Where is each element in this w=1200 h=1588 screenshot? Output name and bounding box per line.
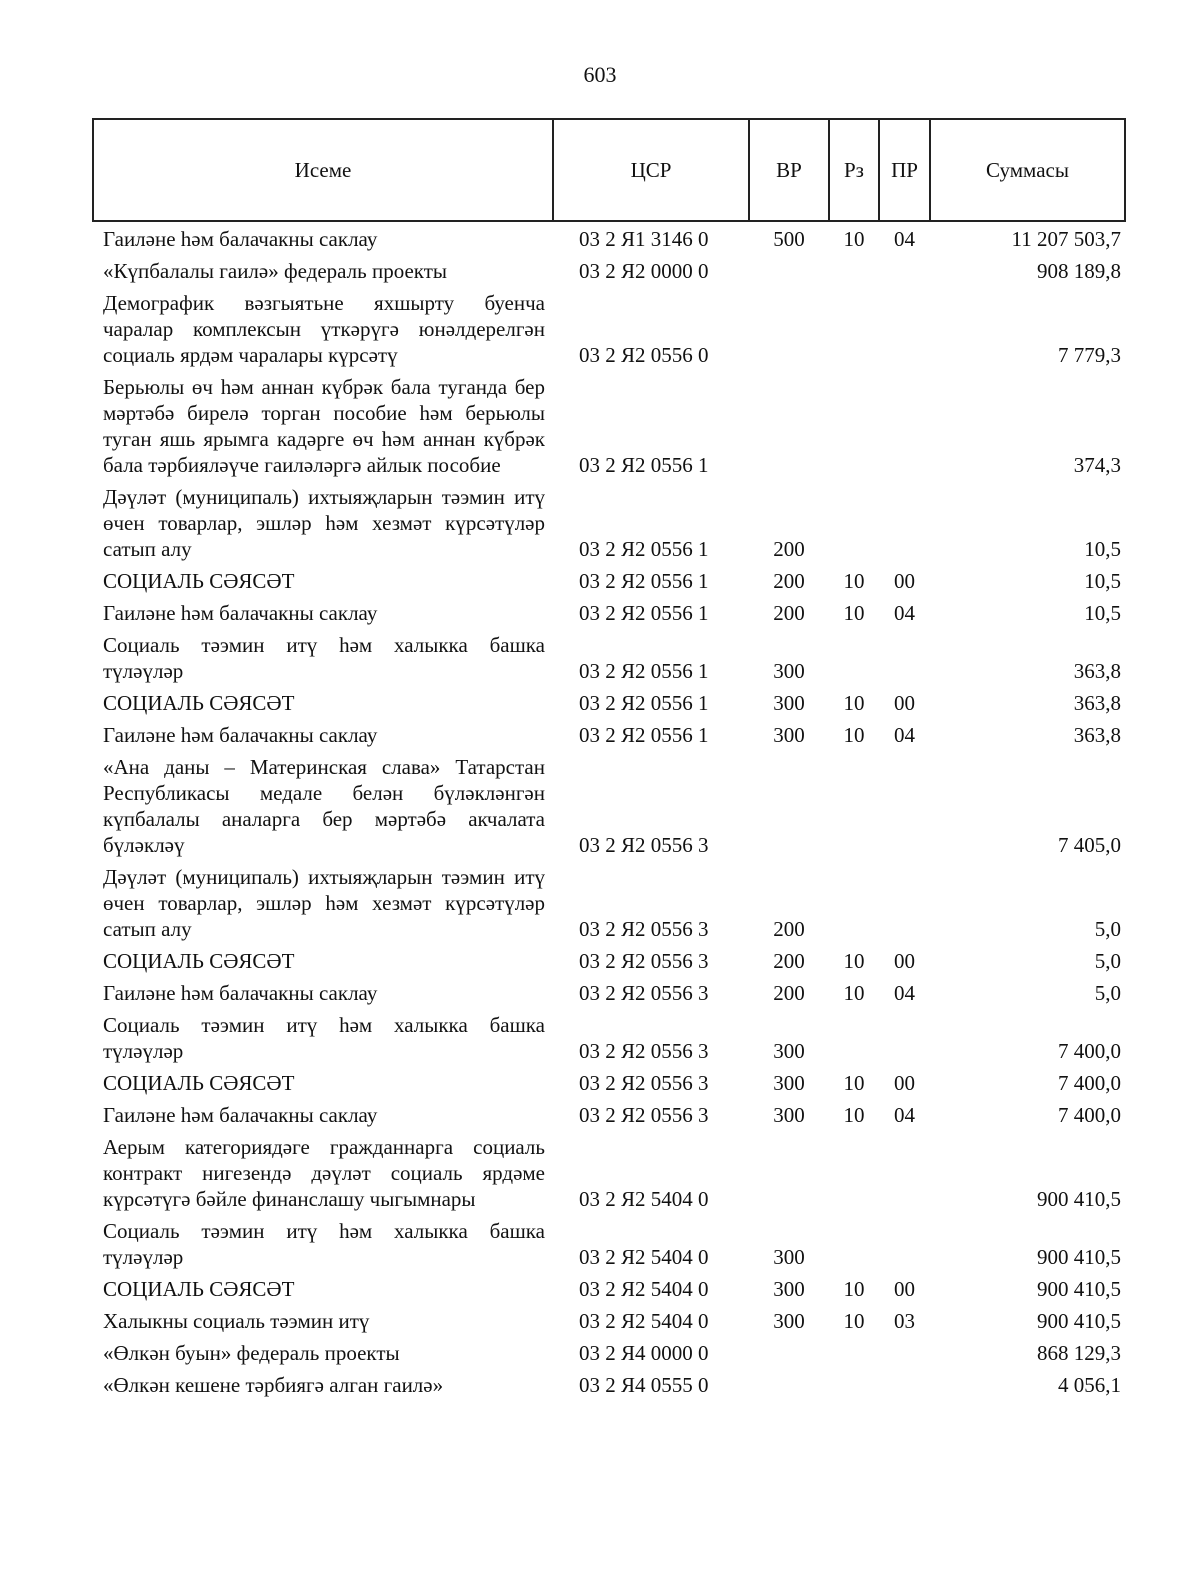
row-rz: 10: [843, 949, 865, 973]
row-vr: [749, 1372, 829, 1404]
row-pr: 04: [894, 1103, 915, 1127]
row-vr: 200: [773, 537, 805, 561]
row-rz: [829, 1372, 879, 1404]
row-vr: 300: [773, 1103, 805, 1127]
row-pr: 03: [894, 1309, 915, 1333]
table-row: [93, 1070, 1125, 1102]
row-sum: 7 400,0: [1058, 1103, 1121, 1127]
row-pr: [879, 258, 930, 290]
row-rz: [829, 1134, 879, 1218]
row-code: 03 2 Я2 0556 3: [579, 833, 709, 857]
row-sum: 10,5: [1084, 537, 1121, 561]
row-vr: 300: [773, 1039, 805, 1063]
row-pr: 00: [894, 569, 915, 593]
row-code: 03 2 Я2 0556 1: [579, 537, 709, 561]
row-name: Халыкны социаль тәэмин итү: [103, 1309, 370, 1333]
table-row: [93, 754, 1125, 864]
row-vr: [749, 1340, 829, 1372]
row-rz: [829, 1218, 879, 1276]
row-vr: [749, 374, 829, 484]
header-rz: Рз: [829, 119, 879, 221]
row-vr: [749, 1134, 829, 1218]
row-name: «Өлкән кешене тәрбиягә алган гаилә»: [103, 1373, 444, 1397]
row-code: 03 2 Я2 0000 0: [579, 259, 709, 283]
row-vr: 300: [773, 723, 805, 747]
row-pr: [879, 1134, 930, 1218]
row-name: Гаиләне һәм балачакны саклау: [103, 227, 378, 251]
row-sum: 7 779,3: [1058, 343, 1121, 367]
row-sum: 363,8: [1073, 723, 1121, 747]
row-vr: 300: [773, 1277, 805, 1301]
row-name: Социаль тәэмин итү һәм халыкка башка түләүләр: [103, 1013, 545, 1063]
row-rz: 10: [843, 569, 865, 593]
row-rz: [829, 864, 879, 948]
row-pr: [879, 754, 930, 864]
row-rz: 10: [843, 723, 865, 747]
row-name: СОЦИАЛЬ СӘЯСӘТ: [103, 569, 295, 593]
row-name: СОЦИАЛЬ СӘЯСӘТ: [103, 691, 295, 715]
page-number: 603: [583, 62, 617, 87]
row-code: 03 2 Я4 0555 0: [579, 1373, 709, 1397]
row-pr: [879, 374, 930, 484]
row-pr: [879, 1340, 930, 1372]
table-row: [93, 1340, 1125, 1372]
row-code: 03 2 Я2 0556 1: [579, 723, 709, 747]
table-row: [93, 374, 1125, 484]
table-row: [93, 632, 1125, 690]
row-pr: 00: [894, 1071, 915, 1095]
row-rz: [829, 1340, 879, 1372]
row-pr: 04: [894, 981, 915, 1005]
row-code: 03 2 Я2 0556 3: [579, 917, 709, 941]
row-sum: 900 410,5: [1037, 1277, 1121, 1301]
row-vr: 300: [773, 659, 805, 683]
row-sum: 7 405,0: [1058, 833, 1121, 857]
budget-table: [92, 118, 1126, 1404]
row-pr: [879, 1372, 930, 1404]
row-sum: 363,8: [1073, 691, 1121, 715]
row-pr: [879, 290, 930, 374]
row-code: 03 2 Я2 0556 1: [579, 691, 709, 715]
row-sum: 363,8: [1073, 659, 1121, 683]
row-sum: 4 056,1: [1058, 1373, 1121, 1397]
table-row: [93, 1218, 1125, 1276]
row-code: 03 2 Я2 5404 0: [579, 1309, 709, 1333]
row-pr: 04: [894, 227, 915, 251]
row-vr: 300: [773, 691, 805, 715]
row-sum: 11 207 503,7: [1011, 227, 1121, 251]
row-name: Гаиләне һәм балачакны саклау: [103, 601, 378, 625]
row-rz: [829, 1012, 879, 1070]
row-name: Дәүләт (муниципаль) ихтыяҗларын тәэмин итү өчен товарлар, эшләр һәм хезмәт күрсәтүләр сатып алу: [103, 865, 545, 941]
row-name: Дәүләт (муниципаль) ихтыяҗларын тәэмин итү өчен товарлар, эшләр һәм хезмәт күрсәтүләр сатып алу: [103, 485, 545, 561]
row-code: 03 2 Я2 0556 1: [579, 453, 709, 477]
row-sum: 10,5: [1084, 569, 1121, 593]
row-rz: 10: [843, 981, 865, 1005]
row-pr: [879, 1218, 930, 1276]
row-name: Гаиләне һәм балачакны саклау: [103, 981, 378, 1005]
row-code: 03 2 Я2 0556 3: [579, 1103, 709, 1127]
row-vr: 200: [773, 569, 805, 593]
row-code: 03 2 Я2 0556 1: [579, 601, 709, 625]
table-row: [93, 864, 1125, 948]
table-row: [93, 1134, 1125, 1218]
row-pr: [879, 864, 930, 948]
row-rz: [829, 632, 879, 690]
row-sum: 7 400,0: [1058, 1071, 1121, 1095]
row-name: Гаиләне һәм балачакны саклау: [103, 723, 378, 747]
row-code: 03 2 Я2 0556 3: [579, 1039, 709, 1063]
row-rz: 10: [843, 1103, 865, 1127]
row-rz: [829, 290, 879, 374]
row-sum: 900 410,5: [1037, 1187, 1121, 1211]
row-rz: 10: [843, 1309, 865, 1333]
row-vr: [749, 754, 829, 864]
row-name: «Өлкән буын» федераль проекты: [103, 1341, 400, 1365]
row-pr: 04: [894, 601, 915, 625]
row-vr: 300: [773, 1309, 805, 1333]
row-vr: 200: [773, 601, 805, 625]
row-sum: 868 129,3: [1037, 1341, 1121, 1365]
row-rz: 10: [843, 691, 865, 715]
row-code: 03 2 Я2 5404 0: [579, 1245, 709, 1269]
row-vr: 300: [773, 1245, 805, 1269]
row-pr: 04: [894, 723, 915, 747]
table-row: [93, 722, 1125, 754]
row-pr: 00: [894, 691, 915, 715]
row-rz: 10: [843, 601, 865, 625]
table-row: [93, 1276, 1125, 1308]
row-sum: 10,5: [1084, 601, 1121, 625]
header-vr: ВР: [749, 119, 829, 221]
row-name: Социаль тәэмин итү һәм халыкка башка түләүләр: [103, 633, 545, 683]
row-pr: 00: [894, 1277, 915, 1301]
row-name: СОЦИАЛЬ СӘЯСӘТ: [103, 1071, 295, 1095]
header-sum: Суммасы: [930, 119, 1125, 221]
row-name: «Ана даны – Материнская слава» Татарстан Республикасы медале белән бүләкләнгән күпбалалы аналарга бер мәртәбә акчалата бүләкләү: [103, 755, 545, 857]
header-code: ЦСР: [553, 119, 749, 221]
header-name: Исеме: [93, 119, 553, 221]
row-name: «Күпбалалы гаилә» федераль проекты: [103, 259, 447, 283]
row-sum: 5,0: [1094, 981, 1121, 1005]
table-row: [93, 258, 1125, 290]
row-name: Социаль тәэмин итү һәм халыкка башка түләүләр: [103, 1219, 545, 1269]
row-name: СОЦИАЛЬ СӘЯСӘТ: [103, 949, 295, 973]
row-code: 03 2 Я2 0556 1: [579, 659, 709, 683]
row-code: 03 2 Я2 0556 3: [579, 949, 709, 973]
row-code: 03 2 Я2 0556 3: [579, 981, 709, 1005]
row-rz: 10: [843, 227, 865, 251]
row-name: Демографик вәзгыятьне яхшырту буенча чаралар комплексын үткәрүгә юнәлдерелгән социаль ярдәм чаралары күрсәтү: [103, 291, 545, 367]
header-pr: ПР: [879, 119, 930, 221]
table-body: [93, 221, 1125, 1404]
table-row: [93, 221, 1125, 258]
row-vr: 200: [773, 917, 805, 941]
row-pr: 00: [894, 949, 915, 973]
row-rz: 10: [843, 1277, 865, 1301]
row-rz: [829, 754, 879, 864]
row-pr: [879, 632, 930, 690]
table-row: [93, 290, 1125, 374]
table-row: [93, 600, 1125, 632]
row-rz: [829, 484, 879, 568]
row-sum: 900 410,5: [1037, 1245, 1121, 1269]
row-pr: [879, 1012, 930, 1070]
table-row: [93, 980, 1125, 1012]
row-vr: 300: [773, 1071, 805, 1095]
row-vr: [749, 258, 829, 290]
row-rz: 10: [843, 1071, 865, 1095]
table-row: [93, 484, 1125, 568]
row-sum: 7 400,0: [1058, 1039, 1121, 1063]
row-name: Берьюлы өч һәм аннан күбрәк бала туганда бер мәртәбә бирелә торган пособие һәм берьюлы туган яшь ярымга кадәрге өч һәм аннан күбрәк бала тәрбияләүче гаиләләргә айлык пособие: [103, 375, 545, 477]
row-vr: [749, 290, 829, 374]
row-code: 03 2 Я2 0556 3: [579, 1071, 709, 1095]
row-code: 03 2 Я1 3146 0: [579, 227, 709, 251]
row-sum: 900 410,5: [1037, 1309, 1121, 1333]
row-vr: 200: [773, 949, 805, 973]
table-row: [93, 1308, 1125, 1340]
row-sum: 374,3: [1073, 453, 1121, 477]
row-code: 03 2 Я2 5404 0: [579, 1187, 709, 1211]
row-code: 03 2 Я4 0000 0: [579, 1341, 709, 1365]
row-pr: [879, 484, 930, 568]
row-sum: 5,0: [1094, 949, 1121, 973]
row-vr: 200: [773, 981, 805, 1005]
row-vr: 500: [773, 227, 805, 251]
table-row: [93, 568, 1125, 600]
table-row: [93, 1372, 1125, 1404]
table-header: [93, 119, 1125, 221]
table-row: [93, 948, 1125, 980]
row-name: СОЦИАЛЬ СӘЯСӘТ: [103, 1277, 295, 1301]
row-code: 03 2 Я2 0556 1: [579, 569, 709, 593]
row-code: 03 2 Я2 0556 0: [579, 343, 709, 367]
row-rz: [829, 374, 879, 484]
row-name: Аерым категориядәге гражданнарга социаль контракт нигезендә дәүләт социаль ярдәме күрсәтүгә бәйле финанслашу чыгымнары: [103, 1135, 545, 1211]
table-row: [93, 1102, 1125, 1134]
table-row: [93, 690, 1125, 722]
row-sum: 908 189,8: [1037, 259, 1121, 283]
table-row: [93, 1012, 1125, 1070]
row-name: Гаиләне һәм балачакны саклау: [103, 1103, 378, 1127]
row-code: 03 2 Я2 5404 0: [579, 1277, 709, 1301]
row-sum: 5,0: [1094, 917, 1121, 941]
row-rz: [829, 258, 879, 290]
